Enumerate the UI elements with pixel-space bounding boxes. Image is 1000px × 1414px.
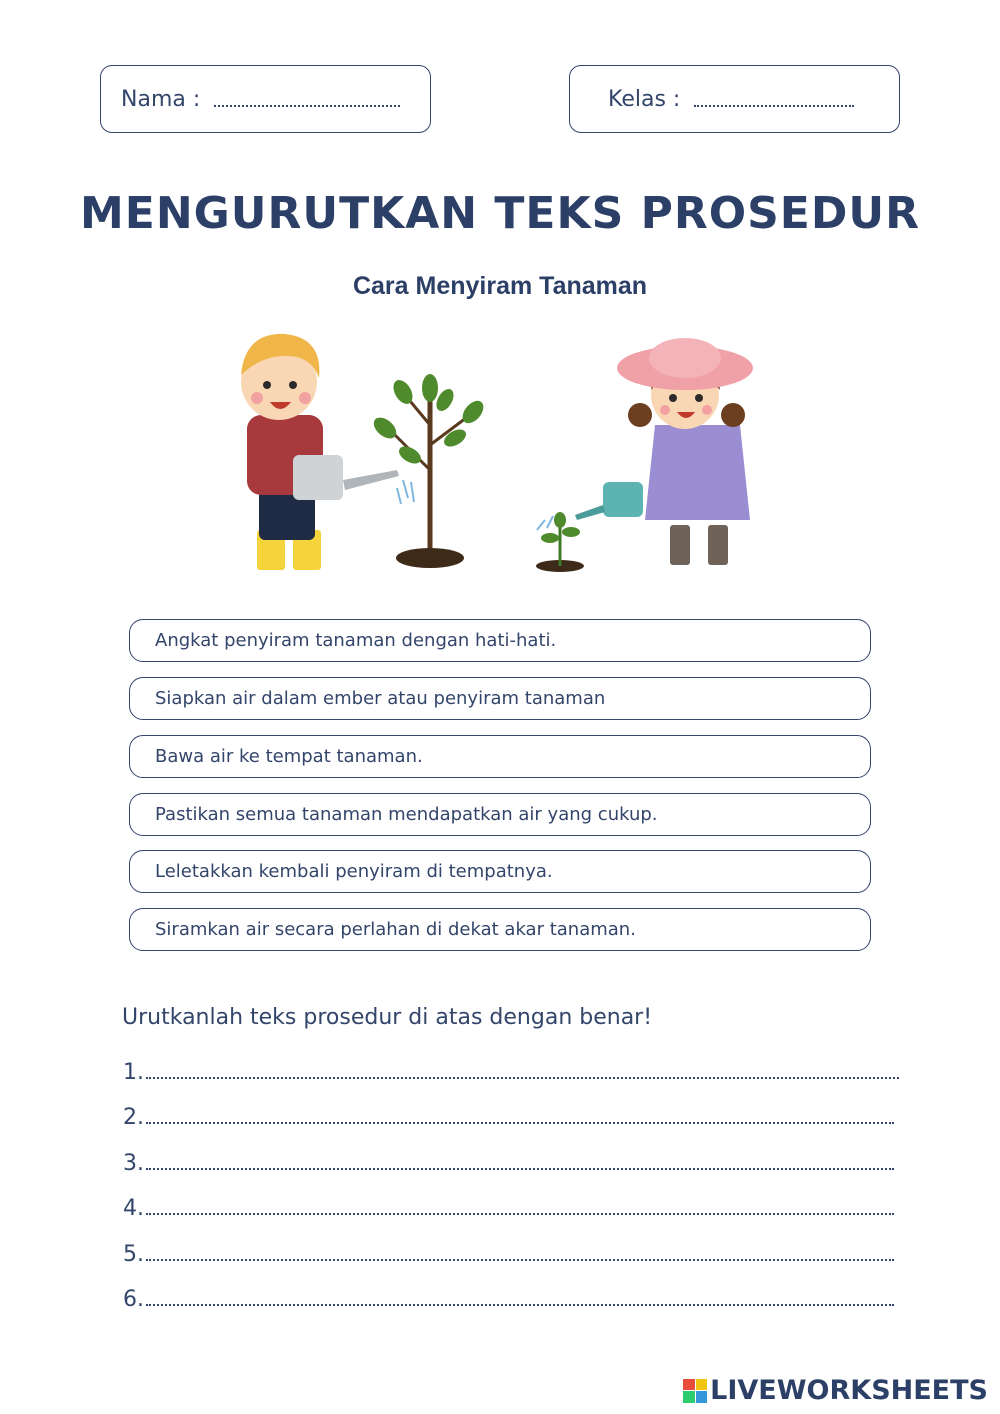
- watering-plants-illustration: [215, 320, 775, 580]
- nama-label: Nama :: [121, 86, 201, 112]
- brand-watermark: [683, 1375, 988, 1406]
- brand-name: LIVEWORKSHEETS: [710, 1375, 988, 1406]
- step-card-4[interactable]: Pastikan semua tanaman mendapatkan air yang cukup.: [129, 793, 871, 836]
- answer-input[interactable]: [146, 1076, 899, 1079]
- answer-number: 1.: [123, 1060, 144, 1085]
- answer-line-5[interactable]: [122, 1237, 894, 1267]
- nama-input-line[interactable]: [214, 91, 400, 107]
- answer-line-2[interactable]: [122, 1100, 894, 1130]
- brand-logo-icon: [683, 1379, 707, 1403]
- answer-line-3[interactable]: [122, 1146, 894, 1176]
- nama-field[interactable]: [100, 65, 431, 133]
- answer-input[interactable]: [146, 1121, 894, 1124]
- answer-line-1[interactable]: [122, 1055, 899, 1085]
- kelas-field[interactable]: [569, 65, 900, 133]
- sprout: [536, 512, 584, 572]
- tree: [370, 374, 488, 568]
- answer-input[interactable]: [146, 1167, 894, 1170]
- page-subtitle: Cara Menyiram Tanaman: [352, 272, 648, 300]
- step-card-3[interactable]: Bawa air ke tempat tanaman.: [129, 735, 871, 778]
- answer-line-6[interactable]: [122, 1282, 894, 1312]
- answer-input[interactable]: [146, 1212, 894, 1215]
- step-card-1[interactable]: Angkat penyiram tanaman dengan hati-hati.: [129, 619, 871, 662]
- step-card-6[interactable]: Siramkan air secara perlahan di dekat akar tanaman.: [129, 908, 871, 951]
- answer-input[interactable]: [146, 1258, 894, 1261]
- page-title: MENGURUTKAN TEKS PROSEDUR: [79, 188, 920, 239]
- answer-number: 4.: [123, 1196, 144, 1221]
- step-card-5[interactable]: Leletakkan kembali penyiram di tempatnya.: [129, 850, 871, 893]
- answer-line-4[interactable]: [122, 1191, 894, 1221]
- kelas-label: Kelas :: [608, 86, 681, 112]
- answer-number: 2.: [123, 1105, 144, 1130]
- answer-number: 6.: [123, 1287, 144, 1312]
- answer-number: 3.: [123, 1151, 144, 1176]
- girl-figure: [575, 338, 753, 565]
- kelas-input-line[interactable]: [694, 91, 854, 107]
- answer-number: 5.: [123, 1242, 144, 1267]
- instruction-text: Urutkanlah teks prosedur di atas dengan benar!: [122, 1005, 653, 1030]
- answer-input[interactable]: [146, 1303, 894, 1306]
- boy-figure: [241, 334, 414, 570]
- step-card-2[interactable]: Siapkan air dalam ember atau penyiram tanaman: [129, 677, 871, 720]
